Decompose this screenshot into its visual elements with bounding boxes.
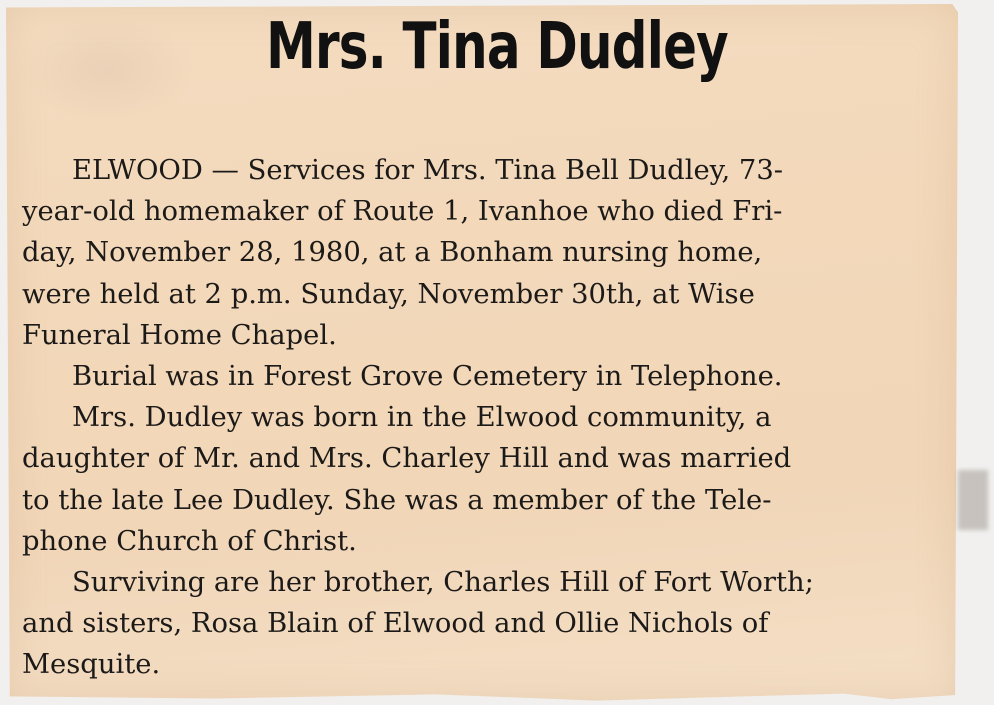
text-line: Funeral Home Chapel.: [22, 319, 337, 351]
text-line: year-old homemaker of Route 1, Ivanhoe who died Fri-: [22, 196, 783, 228]
text-line: phone Church of Christ.: [22, 525, 357, 557]
text-line: Surviving are her brother, Charles Hill of Fort Worth;: [72, 567, 814, 599]
text-line: ELWOOD — Services for Mrs. Tina Bell Dudley, 73-: [72, 155, 784, 186]
obituary-article: [22, 150, 952, 686]
ink-bleed-mark: [958, 470, 988, 530]
text-line: day, November 28, 1980, at a Bonham nursing home,: [22, 237, 763, 269]
text-line: Mrs. Dudley was born in the Elwood community, a: [72, 402, 772, 434]
text-line: to the late Lee Dudley. She was a member of the Tele-: [22, 484, 772, 516]
paragraph-survivors: [22, 562, 952, 686]
text-line: daughter of Mr. and Mrs. Charley Hill and was married: [22, 443, 792, 475]
text-line: were held at 2 p.m. Sunday, November 30th, at Wise: [22, 278, 755, 310]
paragraph-biography: [22, 397, 952, 562]
text-line: Burial was in Forest Grove Cemetery in Telephone.: [72, 361, 783, 393]
text-line: and sisters, Rosa Blain of Elwood and Ollie Nichols of: [22, 608, 769, 640]
text-line: Mesquite.: [22, 649, 161, 681]
paragraph-services: [22, 150, 952, 356]
headline: Mrs. Tina Dudley: [266, 10, 728, 84]
paragraph-burial: [22, 356, 952, 397]
